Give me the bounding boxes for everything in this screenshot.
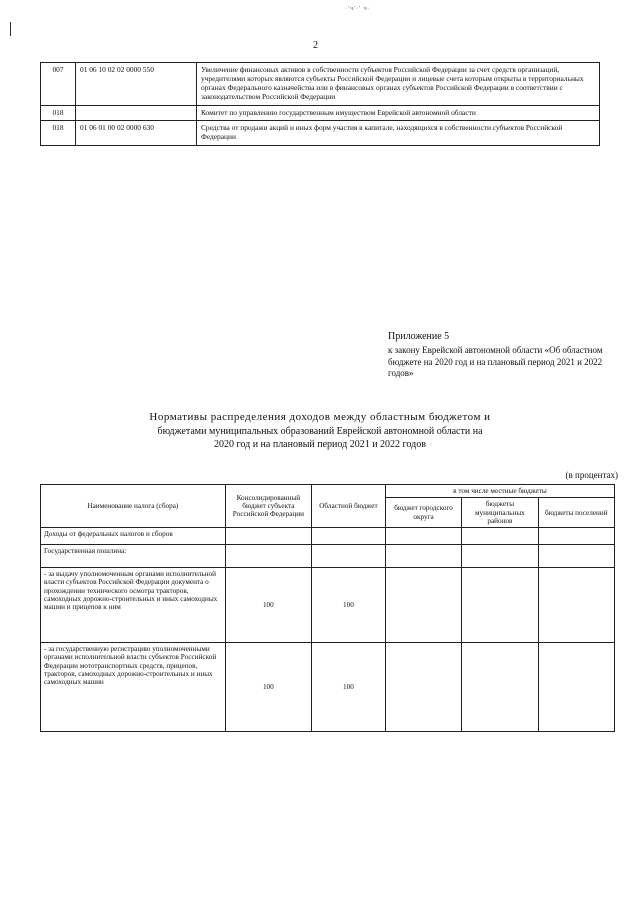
heading-line-2: бюджетами муниципальных образований Еврейской автономной области на [157, 425, 483, 437]
municipal-value [462, 545, 538, 568]
tax-name: - за государственную регистрацию уполномоченными органами исполнительной власти субъектов Российской Федерации мототранспортных средств, прицепов, тракторов, самоходных дорожно-строительных и иных самоходных машин [41, 643, 226, 732]
budget-classification-code: 01 06 10 02 02 0000 550 [76, 63, 197, 106]
heading-line-3: 2020 год и на плановый период 2021 и 2022 годов [214, 439, 426, 451]
norms-table [40, 484, 615, 732]
document-heading [40, 410, 600, 452]
tax-name: Государственная пошлина: [41, 545, 226, 568]
table-row [41, 545, 615, 568]
source-description: Средства от продажи акций и иных форм участия в капитале, находящихся в собственности субъектов Российской Федерации [197, 121, 600, 146]
consolidated-value: 100 [225, 643, 311, 732]
regional-value [311, 545, 385, 568]
header-local-group: в том числе местные бюджеты [385, 485, 614, 498]
city-value [385, 545, 461, 568]
admin-code: 007 [41, 63, 76, 106]
tax-name: - за выдачу уполномоченным органами исполнительной власти субъектов Российской Федерации документа о прохождении технического осмотра тракторов, самоходных дорожно-строительных и иных самоходных машин и прицепов к ним [41, 568, 226, 643]
unit-label: (в процентах) [565, 470, 618, 480]
table-row [41, 528, 615, 545]
appendix-block [388, 330, 618, 380]
header-consolidated: Консолидированный бюджет субъекта Российской Федерации [225, 485, 311, 528]
regional-value: 100 [311, 643, 385, 732]
municipal-value [462, 528, 538, 545]
revenue-sources-table [40, 62, 600, 146]
scan-artifact: ·'ч'·' ч· [345, 6, 371, 12]
source-description: Увеличение финансовых активов в собственности субъектов Российской Федерации за счет средств организаций, учредителями которых являются субъекты Российской Федерации и лицевые счета которым открыты в территориальных органах Федерального казначейства или в финансовых органах субъектов Российской Федерации в соответствии с законодательством Российской Федерации [197, 63, 600, 106]
table-row [41, 568, 615, 643]
municipal-value [462, 568, 538, 643]
admin-code: 018 [41, 105, 76, 121]
consolidated-value: 100 [225, 568, 311, 643]
table-row [41, 105, 600, 121]
header-city-district: бюджет городского округа [385, 498, 461, 528]
admin-code: 018 [41, 121, 76, 146]
regional-value: 100 [311, 568, 385, 643]
header-tax-name: Наименование налога (сбора) [41, 485, 226, 528]
source-description: Комитет по управлению государственным имуществом Еврейской автономной области [197, 105, 600, 121]
settlement-value [538, 643, 614, 732]
budget-classification-code: 01 06 01 00 02 0000 630 [76, 121, 197, 146]
regional-value [311, 528, 385, 545]
header-regional: Областной бюджет [311, 485, 385, 528]
appendix-title: Приложение 5 [388, 331, 450, 342]
scan-edge-mark [10, 22, 11, 36]
budget-classification-code [76, 105, 197, 121]
heading-title: Нормативы распределения доходов между областным бюджетом и [149, 411, 491, 423]
settlement-value [538, 545, 614, 568]
table-row [41, 643, 615, 732]
city-value [385, 528, 461, 545]
city-value [385, 643, 461, 732]
settlement-value [538, 528, 614, 545]
header-settlements: бюджеты поселений [538, 498, 614, 528]
municipal-value [462, 643, 538, 732]
table-row [41, 63, 600, 106]
consolidated-value [225, 528, 311, 545]
consolidated-value [225, 545, 311, 568]
appendix-text: к закону Еврейской автономной области «Об областном бюджете на 2020 год и на плановый период 2021 и 2022 годов» [388, 345, 603, 379]
page-number: 2 [313, 40, 318, 51]
header-municipal-districts: бюджеты муниципальных районов [462, 498, 538, 528]
settlement-value [538, 568, 614, 643]
city-value [385, 568, 461, 643]
tax-name: Доходы от федеральных налогов и сборов [41, 528, 226, 545]
table-row [41, 121, 600, 146]
